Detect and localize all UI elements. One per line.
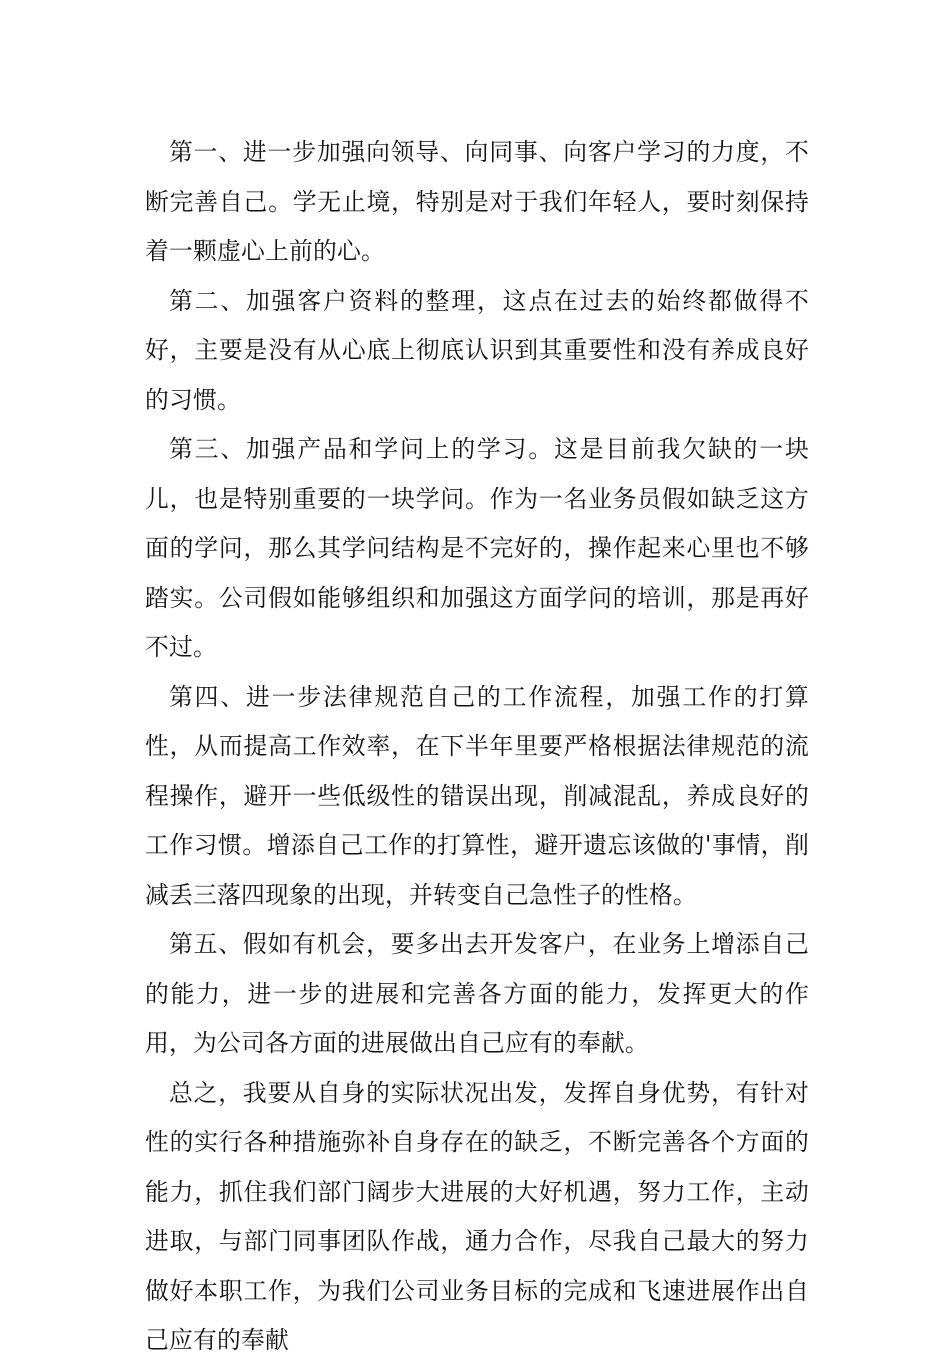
paragraph-1: 第一、进一步加强向领导、向同事、向客户学习的力度，不断完善自己。学无止境，特别是对于我们年轻人，要时刻保持着一颗虚心上前的心。: [145, 138, 809, 265]
document-body: [145, 128, 809, 1366]
paragraph-6: 总之，我要从自身的实际状况出发，发挥自身优势，有针对性的实行各种措施弥补自身存在的缺乏，不断完善各个方面的能力，抓住我们部门阔步大进展的大好机遇，努力工作，主动进取，与部门同事团队作战，通力合作，尽我自己最大的努力做好本职工作，为我们公司业务目标的完成和飞速进展作出自己应有的奉献: [145, 1078, 809, 1354]
paragraph-2: 第二、加强客户资料的整理，这点在过去的始终都做得不好，主要是没有从心底上彻底认识到其重要性和没有养成良好的习惯。: [145, 286, 809, 414]
paragraph-5: 第五、假如有机会，要多出去开发客户，在业务上增添自己的能力，进一步的进展和完善各方面的能力，发挥更大的作用，为公司各方面的进展做出自己应有的奉献。: [145, 930, 809, 1057]
paragraph-4: 第四、进一步法律规范自己的工作流程，加强工作的打算性，从而提高工作效率，在下半年里要严格根据法律规范的流程操作，避开一些低级性的错误出现，削减混乱，养成良好的工作习惯。增添自己工作的打算性，避开遗忘该做的'事情，削减丢三落四现象的出现，并转变自己急性子的性格。: [145, 682, 809, 909]
paragraph-3: 第三、加强产品和学问上的学习。这是目前我欠缺的一块儿，也是特别重要的一块学问。作为一名业务员假如缺乏这方面的学问，那么其学问结构是不完好的，操作起来心里也不够踏实。公司假如能够组织和加强这方面学问的培训，那是再好不过。: [145, 435, 809, 661]
